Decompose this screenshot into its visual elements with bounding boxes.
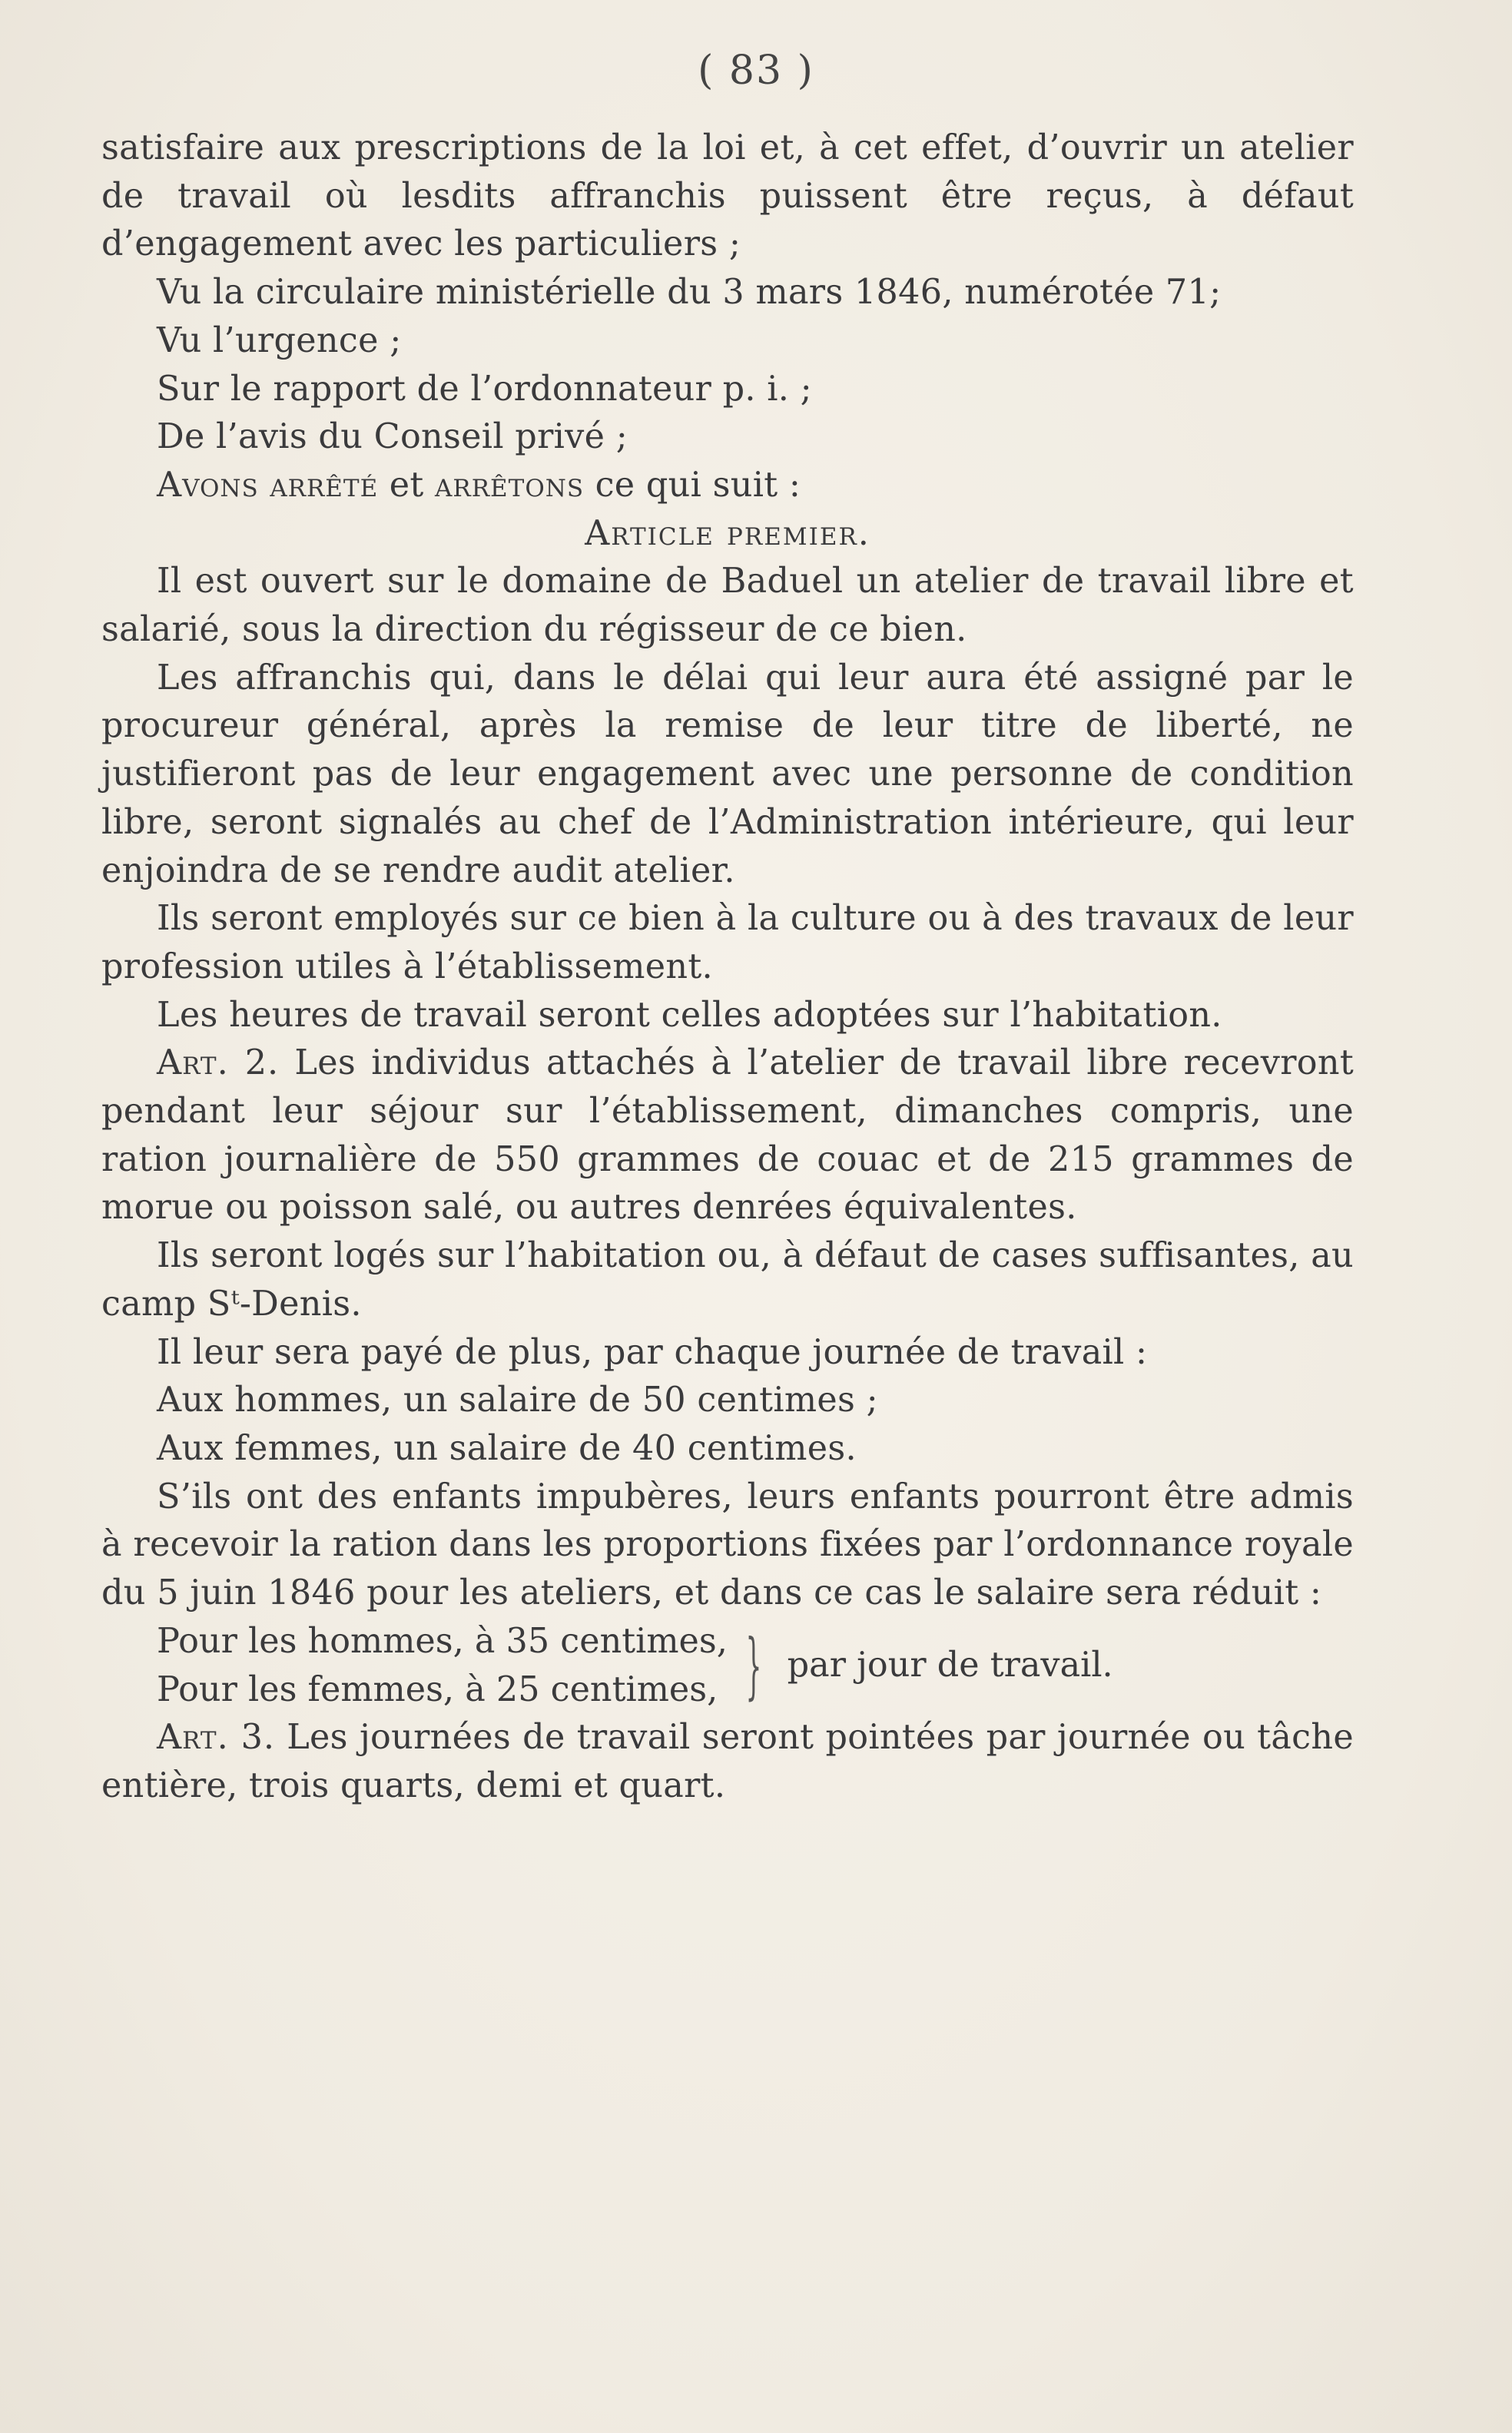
art3-text: Les journées de travail seront pointées par journée ou tâche entière, trois quarts, demi et quart. (101, 1718, 1354, 1805)
brace-right-text: par jour de travail. (787, 1646, 1113, 1686)
paragraph-art3 (101, 1714, 1354, 1810)
arretons-word: arrêtons (434, 465, 585, 505)
salary-brace-block (157, 1618, 1354, 1714)
art2-label: Art. 2. (157, 1043, 280, 1083)
paragraph-atelier-ouvert: Il est ouvert sur le domaine de Baduel un atelier de travail libre et salarié, sous la direction du régisseur de ce bien. (101, 562, 1354, 650)
art3-label: Art. 3. (157, 1718, 276, 1758)
paragraph-employes: Ils seront employés sur ce bien à la culture ou à des travaux de leur profession utiles à l’établissement. (101, 899, 1354, 986)
paragraph-avons-arrete (101, 462, 1354, 510)
art2-text: Les individus attachés à l’atelier de travail libre recevront pendant leur séjour sur l’établissement, dimanches compris, une ration journalière de 550 grammes de couac et de 215 grammes de morue ou poisson salé, ou autres denrées équivalentes. (101, 1043, 1354, 1228)
paragraph-art2 (101, 1039, 1354, 1232)
brace-glyph: } (745, 1623, 762, 1708)
et-word: et (389, 465, 424, 505)
brace-line-femmes: Pour les femmes, à 25 centimes, (157, 1669, 718, 1709)
paragraph-vu-urgence: Vu l’urgence ; (157, 320, 402, 360)
brace-lines (157, 1618, 728, 1714)
page-number: ( 83 ) (698, 48, 814, 94)
arrete-word: arrêté (270, 465, 379, 505)
suit-words: ce qui suit : (595, 465, 801, 505)
paragraph-avis-conseil: De l’avis du Conseil privé ; (157, 417, 628, 457)
page-text (101, 124, 1354, 1811)
paragraph-paye: Il leur sera payé de plus, par chaque journée de travail : (157, 1332, 1148, 1372)
paragraph-vu-circulaire: Vu la circulaire ministérielle du 3 mars 1846, numérotée 71; (157, 273, 1222, 313)
brace-line-hommes: Pour les hommes, à 35 centimes, (157, 1621, 728, 1661)
paragraph-femmes: Aux femmes, un salaire de 40 centimes. (157, 1428, 857, 1468)
paragraph-hommes: Aux hommes, un salaire de 50 centimes ; (157, 1381, 878, 1420)
paragraph-affranchis: Les affranchis qui, dans le délai qui leur aura été assigné par le procureur général, après la remise de leur titre de liberté, ne justifieront pas de leur engagement avec une personne de condition libre, seront signalés au chef de l’Administration intérieure, qui leur enjoindra de se rendre audit atelier. (101, 658, 1354, 890)
paragraph-heures: Les heures de travail seront celles adoptées sur l’habitation. (157, 995, 1222, 1035)
paragraph-loges: Ils seront logés sur l’habitation ou, à défaut de cases suffisantes, au camp Sᵗ-Denis. (101, 1236, 1354, 1324)
paragraph-continuation: satisfaire aux prescriptions de la loi et, à cet effet, d’ouvrir un atelier de travail où lesdits affranchis puissent être reçus, à défaut d’engagement avec les particuliers ; (101, 128, 1354, 264)
article-heading: Article premier. (585, 513, 870, 553)
paragraph-enfants: S’ils ont des enfants impubères, leurs enfants pourront être admis à recevoir la ration dans les proportions fixées par l’ordonnance royale du 5 juin 1846 pour les ateliers, et dans ce cas le salaire sera réduit : (101, 1477, 1354, 1613)
avons-word: Avons (157, 465, 259, 505)
paragraph-sur-rapport: Sur le rapport de l’ordonnateur p. i. ; (157, 369, 812, 409)
